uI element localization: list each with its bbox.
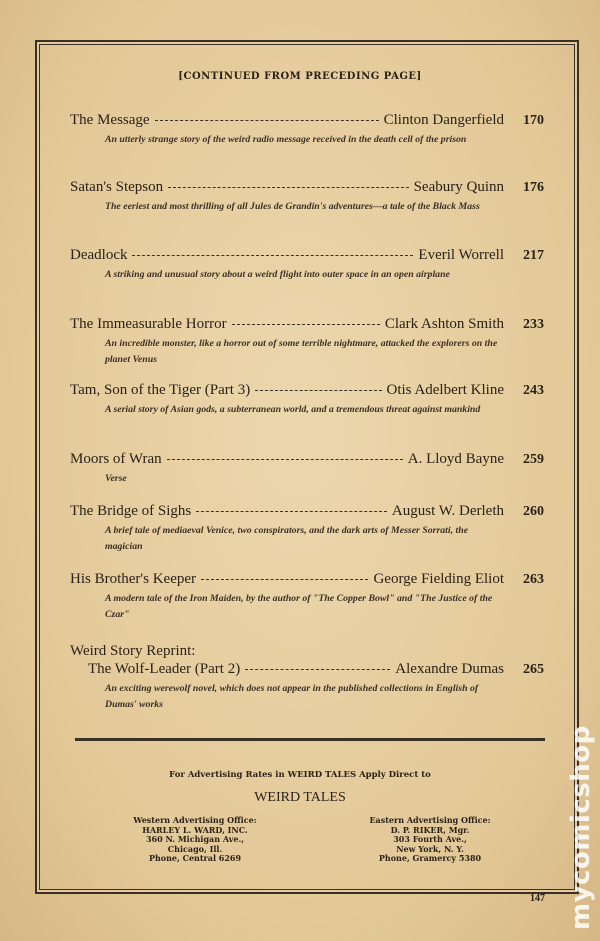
continued-header: [CONTINUED FROM PRECEDING PAGE]: [178, 71, 422, 82]
story-description: An exciting werewolf novel, which does not appear in the published collections in English of Dumas' works: [105, 683, 479, 710]
toc-entry: [70, 381, 544, 418]
story-author: Clinton Dangerfield: [383, 112, 504, 128]
office-line: Phone, Gramercy 5380: [378, 853, 482, 863]
leader-dots: [155, 120, 379, 121]
story-title: Tam, Son of the Tiger (Part 3): [70, 382, 251, 398]
office-line: Eastern Advertising Office:: [369, 815, 491, 825]
leader-dots: [232, 324, 380, 325]
story-title: His Brother's Keeper: [70, 571, 196, 587]
leader-dots: [168, 187, 408, 188]
story-author: Seabury Quinn: [413, 179, 504, 195]
office-line: Chicago, Ill.: [167, 843, 223, 854]
story-description: A serial story of Asian gods, a subterranean world, and a tremendous threat against mankind: [105, 404, 481, 415]
story-title: The Wolf-Leader (Part 2): [88, 661, 241, 677]
reprint-heading: Weird Story Reprint:: [70, 643, 196, 659]
page-ref: 265: [523, 662, 544, 677]
toc-entry: [70, 502, 544, 555]
office-line: HARLEY L. WARD, INC.: [142, 824, 248, 835]
leader-dots: [132, 255, 413, 256]
toc-entry: [70, 315, 544, 368]
story-author: Everil Worrell: [418, 247, 504, 263]
magazine-name: WEIRD TALES: [254, 790, 346, 805]
story-title: Moors of Wran: [70, 451, 162, 467]
story-author: A. Lloyd Bayne: [407, 451, 504, 467]
toc-entry: [70, 570, 544, 623]
toc-entry: [70, 111, 544, 148]
page-ref: 243: [523, 383, 544, 398]
leader-dots: [201, 579, 368, 580]
story-description: A modern tale of the Iron Maiden, by the author of "The Copper Bowl" and "The Justice of the Czar": [105, 593, 493, 620]
office-line: New York, N. Y.: [396, 843, 464, 854]
leader-dots: [167, 459, 403, 460]
western-office: [95, 816, 295, 864]
leader-dots: [196, 511, 387, 512]
story-title: The Message: [70, 112, 150, 128]
office-line: 303 Fourth Ave.,: [393, 834, 467, 844]
story-author: August W. Derleth: [391, 503, 504, 519]
office-line: Western Advertising Office:: [133, 815, 257, 825]
toc-entry: [70, 178, 544, 215]
page-number: 147: [530, 893, 545, 904]
story-author: Otis Adelbert Kline: [386, 382, 504, 398]
office-line: 360 N. Michigan Ave.,: [145, 834, 245, 844]
page-ref: 233: [523, 317, 544, 332]
watermark: mycomicshop: [566, 725, 596, 930]
story-description: An incredible monster, like a horror out of some terrible nightmare, attacked the explorers on the planet Venus: [105, 338, 498, 365]
toc-entry: [70, 642, 544, 713]
page-ref: 260: [523, 504, 544, 519]
story-description: Verse: [105, 473, 127, 484]
story-author: Clark Ashton Smith: [384, 316, 504, 332]
story-author: George Fielding Eliot: [373, 571, 504, 587]
eastern-office: [330, 816, 530, 864]
page-ref: 259: [523, 452, 544, 467]
advertising-line: For Advertising Rates in WEIRD TALES Apply Direct to: [169, 770, 431, 780]
story-description: The eeriest and most thrilling of all Jules de Grandin's adventures—a tale of the Black Mass: [105, 201, 480, 212]
story-title: The Immeasurable Horror: [70, 316, 227, 332]
office-line: Phone, Central 6269: [148, 853, 242, 863]
toc-entry: [70, 246, 544, 283]
story-description: An utterly strange story of the weird radio message received in the death cell of the prison: [105, 134, 467, 145]
page-ref: 217: [523, 248, 544, 263]
page-ref: 170: [523, 113, 544, 128]
divider-rule: [75, 738, 545, 741]
story-title: The Bridge of Sighs: [70, 503, 192, 519]
leader-dots: [255, 390, 381, 391]
page-ref: 176: [523, 180, 544, 195]
toc-entry: [70, 450, 544, 487]
story-title: Satan's Stepson: [70, 179, 164, 195]
page-ref: 263: [523, 572, 544, 587]
leader-dots: [245, 669, 390, 670]
story-title: Deadlock: [70, 247, 128, 263]
story-author: Alexandre Dumas: [395, 661, 504, 677]
story-description: A striking and unusual story about a weird flight into outer space in an open airplane: [105, 269, 450, 280]
office-line: D. P. RIKER, Mgr.: [390, 824, 470, 835]
story-description: A brief tale of mediaeval Venice, two conspirators, and the dark arts of Messer Sorrati, the magician: [105, 525, 469, 552]
